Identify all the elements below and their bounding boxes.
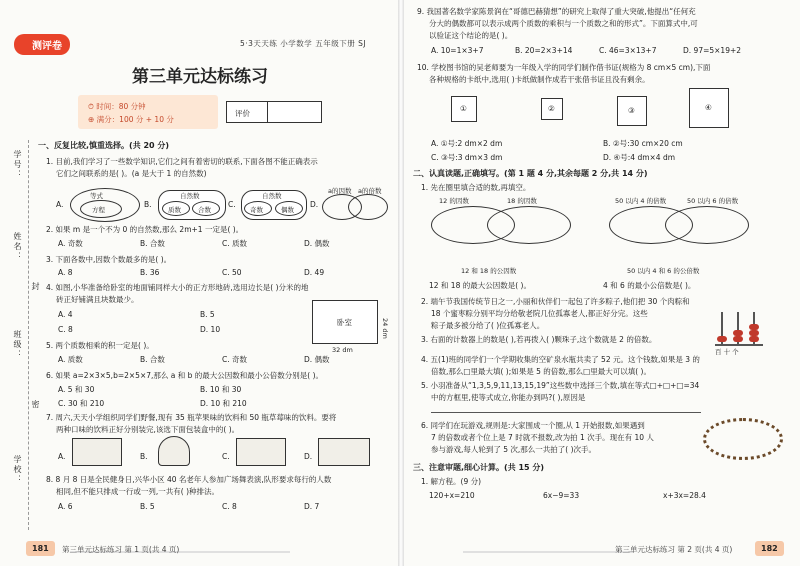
q8-opt-a: A. 6	[58, 502, 73, 511]
q9-opt-b: B. 20=2×3+14	[515, 46, 573, 55]
q10-card-4	[689, 88, 729, 128]
f6-text-b: 7 的倍数或者个位上是 7 时就不报数,改为拍 1 次手。现在有 10 人	[431, 433, 654, 442]
q6-opt-b: B. 10 和 30	[200, 385, 242, 394]
q4-opt-d: D. 10	[200, 325, 221, 334]
eq-3: x+3x=28.4	[663, 491, 706, 500]
q7-opt-b: B.	[140, 452, 148, 461]
q3-opt-b: B. 36	[140, 268, 160, 277]
eq-2: 6x−9=33	[543, 491, 580, 500]
page-number-right: 182	[755, 541, 784, 556]
section-3-title: 三、注意审题,细心计算。(共 15 分)	[413, 463, 545, 472]
q1-d-label1: a的因数	[328, 187, 352, 195]
q1-a-label2: 方程	[92, 206, 105, 214]
page-number-left: 181	[26, 541, 55, 556]
q10-card-3	[617, 96, 647, 126]
q9-opt-a: A. 10=1×3+7	[431, 46, 484, 55]
page-title: 第三单元达标练习	[132, 67, 268, 87]
f1-label-mult4: 50 以内 4 的倍数	[615, 197, 667, 205]
q1-opt-b: B.	[144, 200, 152, 209]
time-info: ⏱ 时间：80 分钟	[88, 102, 146, 111]
series-header: 5·3天天练 小学数学 五年级下册 SJ	[240, 39, 367, 48]
q4-opt-b: B. 5	[200, 310, 215, 319]
f6-text: 6. 同学们在玩游戏,规则是:大家围成一个圈,从 1 开始报数,如果遇到	[421, 421, 645, 430]
q4-opt-a: A. 4	[58, 310, 73, 319]
q1-text-b: 它们之间联系的是( )。(a 是大于 1 的自然数)	[56, 169, 207, 178]
q4-room-label: 卧室	[337, 318, 352, 327]
f5-answer-line	[431, 412, 701, 413]
q7-opt-c: C.	[222, 452, 230, 461]
q5-opt-c: C. 奇数	[222, 355, 248, 364]
side-label-name: 姓名：	[13, 232, 22, 262]
q7-text-b: 两种口味的饮料正好分别装完,该选下面包装盒中的( )。	[56, 425, 240, 434]
q9-opt-d: D. 97=5×19+2	[683, 46, 742, 55]
q4-room-diagram	[312, 300, 378, 344]
q4-width-label: 32 dm	[332, 346, 353, 354]
q6-opt-c: C. 30 和 210	[58, 399, 105, 408]
q5-opt-a: A. 质数	[58, 355, 83, 364]
kids-circle-illustration	[703, 418, 783, 460]
test-badge: 测评卷	[14, 34, 70, 55]
q6-opt-d: D. 10 和 210	[200, 399, 247, 408]
q8-text: 8. 8 月 8 日是全民健身日,兴华小区 40 名老年人参加广场舞表演,队形要求每行的人数	[46, 475, 332, 484]
q10-card-2	[541, 98, 563, 120]
f2-text: 2. 端午节我国传统节日之一,小丽和伙伴们一起包了许多粽子,他们把 30 个肉粽和	[421, 297, 690, 306]
q2-text: 2. 如果 m 是一个不为 0 的自然数,那么 2m+1 一定是( )。	[46, 225, 244, 234]
f4-text-b: 倍数,那么□里最大填( );如果是 5 的倍数,那么□里最大可以填( )。	[431, 367, 651, 376]
q10-text: 10. 学校图书馆的吴老师要为一年级入学的同学们制作借书证(规格为 8 cm×5 cm),下面	[417, 63, 711, 72]
q10-opt-b: B. ②号:30 cm×20 cm	[603, 139, 683, 148]
q7-text: 7. 周六,天天小学组织同学们野餐,现有 35 瓶苹果味的饮料和 50 瓶草莓味的饮料。要将	[46, 413, 337, 422]
q7-opt-a: A.	[58, 452, 66, 461]
q4-text-b: 砖正好铺满且块数最少。	[56, 295, 139, 304]
f1-gcd-question: 12 和 18 的最大公因数是( )。	[429, 281, 531, 290]
eval-box	[226, 101, 322, 123]
f2-text-b: 18 个蜜枣粽分别平均分给敬老院几位孤寡老人,都正好分完。这些	[431, 309, 648, 318]
q1-opt-d: D.	[310, 200, 319, 209]
q8-opt-b: B. 5	[140, 502, 155, 511]
q10-text-b: 各种规格的卡纸中,选用( )卡纸做制作成若干张借书证且没有剩余。	[429, 75, 650, 84]
f1-label-common-factor: 12 和 18 的公因数	[461, 267, 517, 275]
f5-text-b: 中的方框里,使等式成立,你能办到吗?( ),原因是	[431, 393, 586, 402]
f3-text: 3. 右面的计数器上的数是( ),若再拨入( )颗珠子,这个数就是 2 的倍数。	[421, 335, 657, 344]
q8-opt-c: C. 8	[222, 502, 237, 511]
q3-opt-a: A. 8	[58, 268, 73, 277]
q1-c-label1: 奇数	[250, 206, 263, 214]
q7-box-d	[318, 438, 370, 466]
q9-opt-c: C. 46=3×13+7	[599, 46, 657, 55]
f5-text: 5. 小羽准备从“1,3,5,9,11,13,15,19”这些数中选择三个数,填在等式□+□+□=34	[421, 381, 700, 390]
info-box	[78, 95, 218, 129]
footer-text-right: 第三单元达标练习 第 2 页(共 4 页)	[615, 545, 733, 554]
q8-opt-d: D. 7	[304, 502, 320, 511]
q5-opt-d: D. 偶数	[304, 355, 330, 364]
q8-text-b: 相同,但不能只排成一行或一列,一共有( )种排法。	[56, 487, 220, 496]
q10-card-2-label: ②	[548, 104, 555, 113]
q1-opt-a: A.	[56, 200, 64, 209]
f4-text: 4. 五(1)班的同学们一个学期收集的空矿泉水瓶共卖了 52 元。这个钱数,如果是 3 的	[421, 355, 700, 364]
f1-text: 1. 先在圈里填合适的数,再填空。	[421, 183, 531, 192]
side-label-school: 学校：	[13, 455, 22, 485]
q5-text: 5. 两个质数相乘的积一定是( )。	[46, 341, 154, 350]
eq-1: 120+x=210	[429, 491, 475, 500]
side-label-secret: 密	[31, 400, 40, 410]
q1-b-label0: 自然数	[180, 192, 200, 200]
q10-card-1-label: ①	[460, 104, 467, 113]
q10-opt-d: D. ④号:4 dm×4 dm	[603, 153, 676, 162]
section-1-title: 一、反复比较,慎重选择。(共 20 分)	[38, 141, 170, 150]
f1-label-common-multiple: 50 以内 4 和 6 的公倍数	[627, 267, 700, 275]
q1-d-label2: a的倍数	[358, 187, 382, 195]
q1-b-label1: 质数	[168, 206, 181, 214]
q2-opt-d: D. 偶数	[304, 239, 330, 248]
eval-label: 评价	[235, 109, 250, 118]
q10-opt-c: C. ③号:3 dm×3 dm	[431, 153, 503, 162]
q7-opt-d: D.	[304, 452, 313, 461]
c1-text: 1. 解方程。(9 分)	[421, 477, 482, 486]
q7-box-b	[158, 436, 190, 466]
q1-c-label2: 偶数	[281, 206, 294, 214]
q2-opt-a: A. 奇数	[58, 239, 83, 248]
f1-label-18: 18 的因数	[507, 197, 537, 205]
side-label-seal: 封	[31, 282, 40, 292]
q1-a-label1: 等式	[90, 192, 103, 200]
section-2-title: 二、认真读题,正确填写。(第 1 题 4 分,其余每题 2 分,共 14 分)	[413, 169, 648, 178]
q9-text: 9. 我国著名数学家陈景润在“哥德巴赫猜想”的研究上取得了重大突破,他提出“任何充	[417, 7, 696, 16]
footer-rule-right	[463, 551, 633, 553]
q6-text: 6. 如果 a=2×3×5,b=2×5×7,那么 a 和 b 的最大公因数和最小公倍数分别是( )。	[46, 371, 324, 380]
q4-text: 4. 如图,小华准备给卧室的地面铺同样大小的正方形地砖,选用边长是( )分米的地	[46, 283, 309, 292]
f2-text-c: 粽子最多被分给了( )位孤寡老人。	[431, 321, 545, 330]
binding-line	[28, 140, 29, 530]
score-info: ⊕ 满分：100 分 + 10 分	[88, 115, 174, 124]
q1-b-label2: 合数	[198, 206, 211, 214]
q3-opt-d: D. 49	[304, 268, 325, 277]
f1-oval-mult6	[665, 206, 749, 244]
q7-box-a	[72, 438, 122, 466]
f1-lcm-question: 4 和 6 的最小公倍数是( )。	[603, 281, 696, 290]
q4-height-label: 24 dm	[381, 318, 389, 339]
right-page	[403, 0, 800, 566]
f6-text-c: 参与游戏,每人轮到了 5 次,那么一共拍了( )次手。	[431, 445, 597, 454]
q3-opt-c: C. 50	[222, 268, 242, 277]
q1-c-label0: 自然数	[262, 192, 282, 200]
f1-label-mult6: 50 以内 6 的倍数	[687, 197, 739, 205]
q9-text-b: 分大的偶数都可以表示成两个质数的乘积与一个质数之和的形式”。下面算式中,可	[429, 19, 698, 28]
abacus-label: 百 十 个	[715, 348, 739, 356]
q1-text: 1. 目前,我们学习了一些数学知识,它们之间有着密切的联系,下面各图不能正确表示	[46, 157, 318, 166]
q4-opt-c: C. 8	[58, 325, 73, 334]
q1-d-c2	[348, 194, 388, 220]
q10-opt-a: A. ①号:2 dm×2 dm	[431, 139, 503, 148]
q6-opt-a: A. 5 和 30	[58, 385, 95, 394]
q7-box-c	[236, 438, 286, 466]
q10-card-3-label: ③	[628, 106, 635, 115]
footer-text-left: 第三单元达标练习 第 1 页(共 4 页)	[62, 545, 180, 554]
q10-card-4-label: ④	[705, 103, 712, 112]
f1-label-12: 12 的因数	[439, 197, 469, 205]
q2-opt-c: C. 质数	[222, 239, 248, 248]
q9-text-c: 以验证这个结论的是( )。	[429, 31, 513, 40]
q2-opt-b: B. 合数	[140, 239, 165, 248]
q5-opt-b: B. 合数	[140, 355, 165, 364]
q10-card-1	[451, 96, 477, 122]
f1-oval-18	[487, 206, 571, 244]
q3-text: 3. 下面各数中,因数个数最多的是( )。	[46, 255, 172, 264]
side-label-class: 班级：	[13, 330, 22, 360]
q1-opt-c: C.	[228, 200, 236, 209]
side-label-number: 学号：	[13, 150, 22, 180]
